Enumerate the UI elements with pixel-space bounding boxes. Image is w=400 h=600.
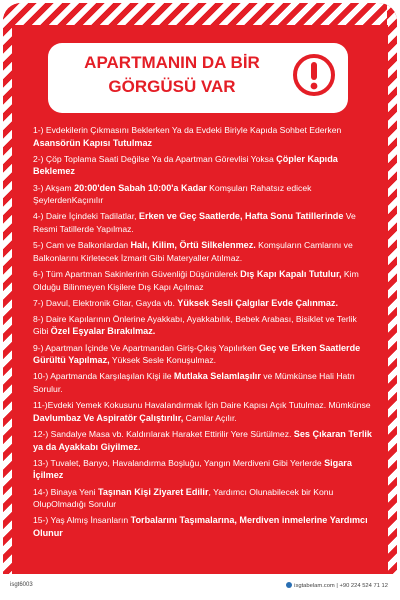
rule-text: Komşuları Rahatsız edicek ŞeylerdenKaçınılır xyxy=(33,182,312,206)
rule-item xyxy=(33,399,373,424)
rule-item xyxy=(33,210,373,235)
title-box xyxy=(48,43,348,113)
brand-logo-icon xyxy=(286,582,292,588)
rule-emphasis: Davlumbaz Ve Aspiratör Çalıştırılır, xyxy=(33,412,184,423)
rule-text: 3-) Akşam xyxy=(33,182,75,193)
brand-text: isgtabelam.com | +90 224 524 71 12 xyxy=(294,583,388,589)
rule-emphasis: Asansörün Kapısı Tutulmaz xyxy=(33,137,153,148)
rule-text: Yüksek Sesle Konuşulmaz. xyxy=(109,355,217,366)
rule-text: 12-) Sandalye Masa vb. Kaldırılarak Haraket Ettirilir Yere Sürtülmez. xyxy=(33,429,294,439)
rule-text: 5-) Cam ve Balkonlardan xyxy=(33,240,131,251)
rule-text: 1-) Evdekilerin Çıkmasını Beklerken Ya da Evdeki Biriyle Kapıda Sohbet Ederken xyxy=(33,125,342,135)
top-stripes xyxy=(3,3,397,25)
rule-emphasis: Erken ve Geç Saatlerde, Hafta Sonu Tatillerinde xyxy=(138,211,344,222)
title-line-1: APARTMANIN DA BİR xyxy=(84,53,260,72)
rule-text: 10-) Apartmanda Karşılaşılan Kişi ile xyxy=(33,371,174,382)
rule-text: 8-) Daire Kapılarının Önlerine Ayakkabı, Ayakkabılık, Bebek Arabası, Bisiklet ve Terlik Gibi xyxy=(33,313,357,337)
rule-item xyxy=(33,313,373,338)
rule-text: 15-) Yaş Almış İnsanların xyxy=(33,515,131,526)
rule-text: 7-) Davul, Elektronik Gitar, Gayda vb. xyxy=(33,297,178,308)
rule-text: 6-) Tüm Apartman Sakinlerinin Güvenliği Düşünülerek xyxy=(33,268,241,279)
rule-emphasis: 20:00'den Sabah 10:00'a Kadar xyxy=(74,182,207,193)
rule-item xyxy=(33,342,373,367)
right-stripes xyxy=(387,3,397,597)
rule-text: 9-) Apartman İçinde Ve Apartmandan Giriş-Çıkış Yapılırken xyxy=(33,342,260,353)
rule-text: 4-) Daire İçindeki Tadilatlar, xyxy=(33,211,139,222)
exclamation-circle-icon xyxy=(292,53,336,97)
rule-item xyxy=(33,457,373,482)
rule-item xyxy=(33,428,373,453)
rule-text: 11-)Evdeki Yemek Kokusunu Havalandırmak İçin Daire Kapısı Açık Tutulmaz. Mümkünse xyxy=(33,400,371,411)
rule-text: Ve Resmi Tatillerde Yapılmaz. xyxy=(33,211,356,234)
rule-text: 14-) Binaya Yeni xyxy=(33,486,98,497)
rule-item xyxy=(33,514,373,539)
rule-text: , Yardımcı Olunabilecek bir Konu OlupOlmadığı Sorulur xyxy=(33,486,334,510)
product-code: isgt6003 xyxy=(10,582,33,588)
brand-info xyxy=(286,582,388,589)
rule-item xyxy=(33,239,373,264)
rule-item xyxy=(33,370,373,395)
sign-title xyxy=(62,51,282,99)
rule-emphasis: Mutlaka Selamlaşılır xyxy=(173,371,261,382)
rule-emphasis: Yüksek Sesli Çalgılar Evde Çalınmaz. xyxy=(177,297,338,308)
rule-emphasis: Ses Çıkaran Terlik ya da Ayakkabı Giyilmez. xyxy=(33,429,372,452)
rule-emphasis: Taşınan Kişi Ziyaret Edilir xyxy=(97,486,209,497)
rule-text: Camlar Açılır. xyxy=(183,412,237,423)
rule-text: 13-) Tuvalet, Banyo, Havalandırma Boşluğu, Yangın Merdiveni Gibi Yerlerde xyxy=(33,457,325,468)
rule-emphasis: Özel Eşyalar Bırakılmaz. xyxy=(50,326,156,337)
rule-item xyxy=(33,297,373,310)
footer-bar xyxy=(0,574,400,600)
title-line-2: GÖRGÜSÜ VAR xyxy=(108,77,236,96)
rule-text: Kim Olduğu Bilinmeyen Kişilere Dış Kapı Açılmaz xyxy=(33,268,359,292)
rule-item xyxy=(33,486,373,511)
rule-text: Komşuların Camlarını ve Balkonlarını Kirletecek İzmarit Gibi Materyaller Atılmaz. xyxy=(33,240,353,263)
rule-text: ve Mümkünse Hali Hatrı Sorulur. xyxy=(33,371,355,395)
rule-text: 2-) Çöp Toplama Saati Değilse Ya da Apartman Görevlisi Yoksa xyxy=(33,153,277,164)
rule-item xyxy=(33,124,373,149)
rules-list xyxy=(33,124,373,543)
rule-emphasis: Torbalarını Taşımalarına, Merdiven inmelerine Yardımcı Olunur xyxy=(33,515,368,538)
rule-emphasis: Sigara İçilmez xyxy=(33,457,352,481)
rule-item xyxy=(33,268,373,293)
rule-item xyxy=(33,153,373,178)
rule-emphasis: Çöpler Kapıda Beklemez xyxy=(33,153,338,177)
rule-item xyxy=(33,182,373,207)
rule-emphasis: Halı, Kilim, Örtü Silkelenmez. xyxy=(130,240,256,251)
rule-emphasis: Dış Kapı Kapalı Tutulur, xyxy=(240,268,342,279)
rule-emphasis: Geç ve Erken Saatlerde Gürültü Yapılmaz, xyxy=(33,342,361,366)
